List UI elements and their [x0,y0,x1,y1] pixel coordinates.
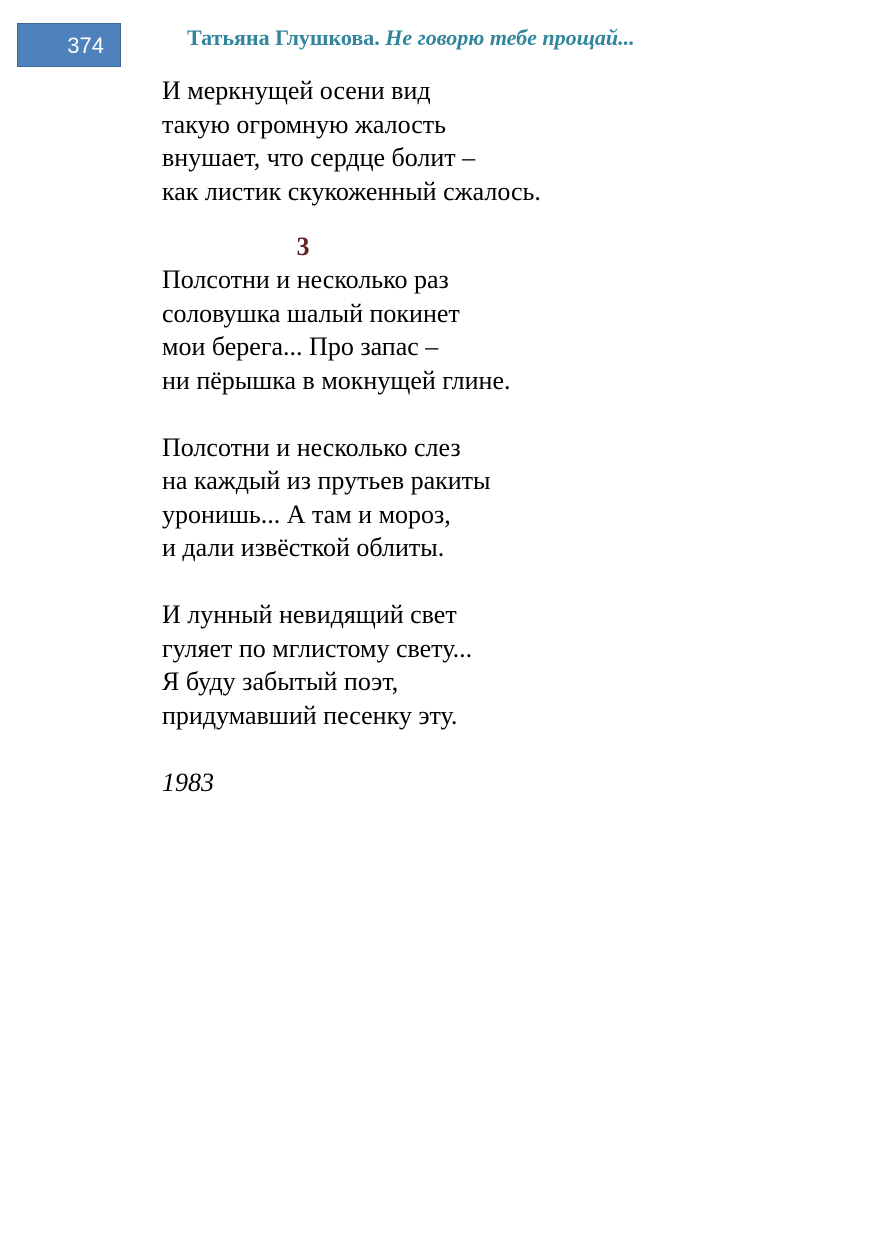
section-number: 3 [296,232,310,261]
poem-line: как листик скукоженный сжалось. [162,176,541,206]
poem-line: И лунный невидящий свет [162,600,457,629]
poem-line: мои берега... Про запас – [162,332,439,361]
poem-line: гуляет по мглистому свету... [162,633,473,663]
running-header [187,24,635,52]
page-number-badge [17,23,121,67]
page-number: 374 [67,33,104,58]
poem-line: соловушка шалый покинет [162,298,460,328]
poem-line: И меркнущей осени вид [162,76,431,105]
header-author: Татьяна Глушкова. [187,25,380,50]
header-book-title: Не говорю тебе прощай... [385,25,635,50]
stanza-2 [162,263,842,397]
poem-line: уронишь... А там и мороз, [162,499,451,529]
poem-line: Я буду забытый поэт, [162,667,399,696]
poem-line: придумавший песенку эту. [162,700,458,730]
poem-line: ни пёрышка в мокнущей глине. [162,365,511,395]
stanza-1 [162,74,842,208]
poem-line: Полсотни и несколько раз [162,265,449,294]
stanza-3 [162,431,842,565]
poem-line: такую огромную жалость [162,109,446,139]
poem-line: внушает, что сердце болит – [162,143,476,172]
poem-body [162,74,842,799]
stanza-4 [162,598,842,732]
poem-line: и дали извёсткой облиты. [162,533,445,562]
poem-line: на каждый из прутьев ракиты [162,466,491,495]
poem-date: 1983 [162,767,214,797]
poem-line: Полсотни и несколько слез [162,432,461,462]
